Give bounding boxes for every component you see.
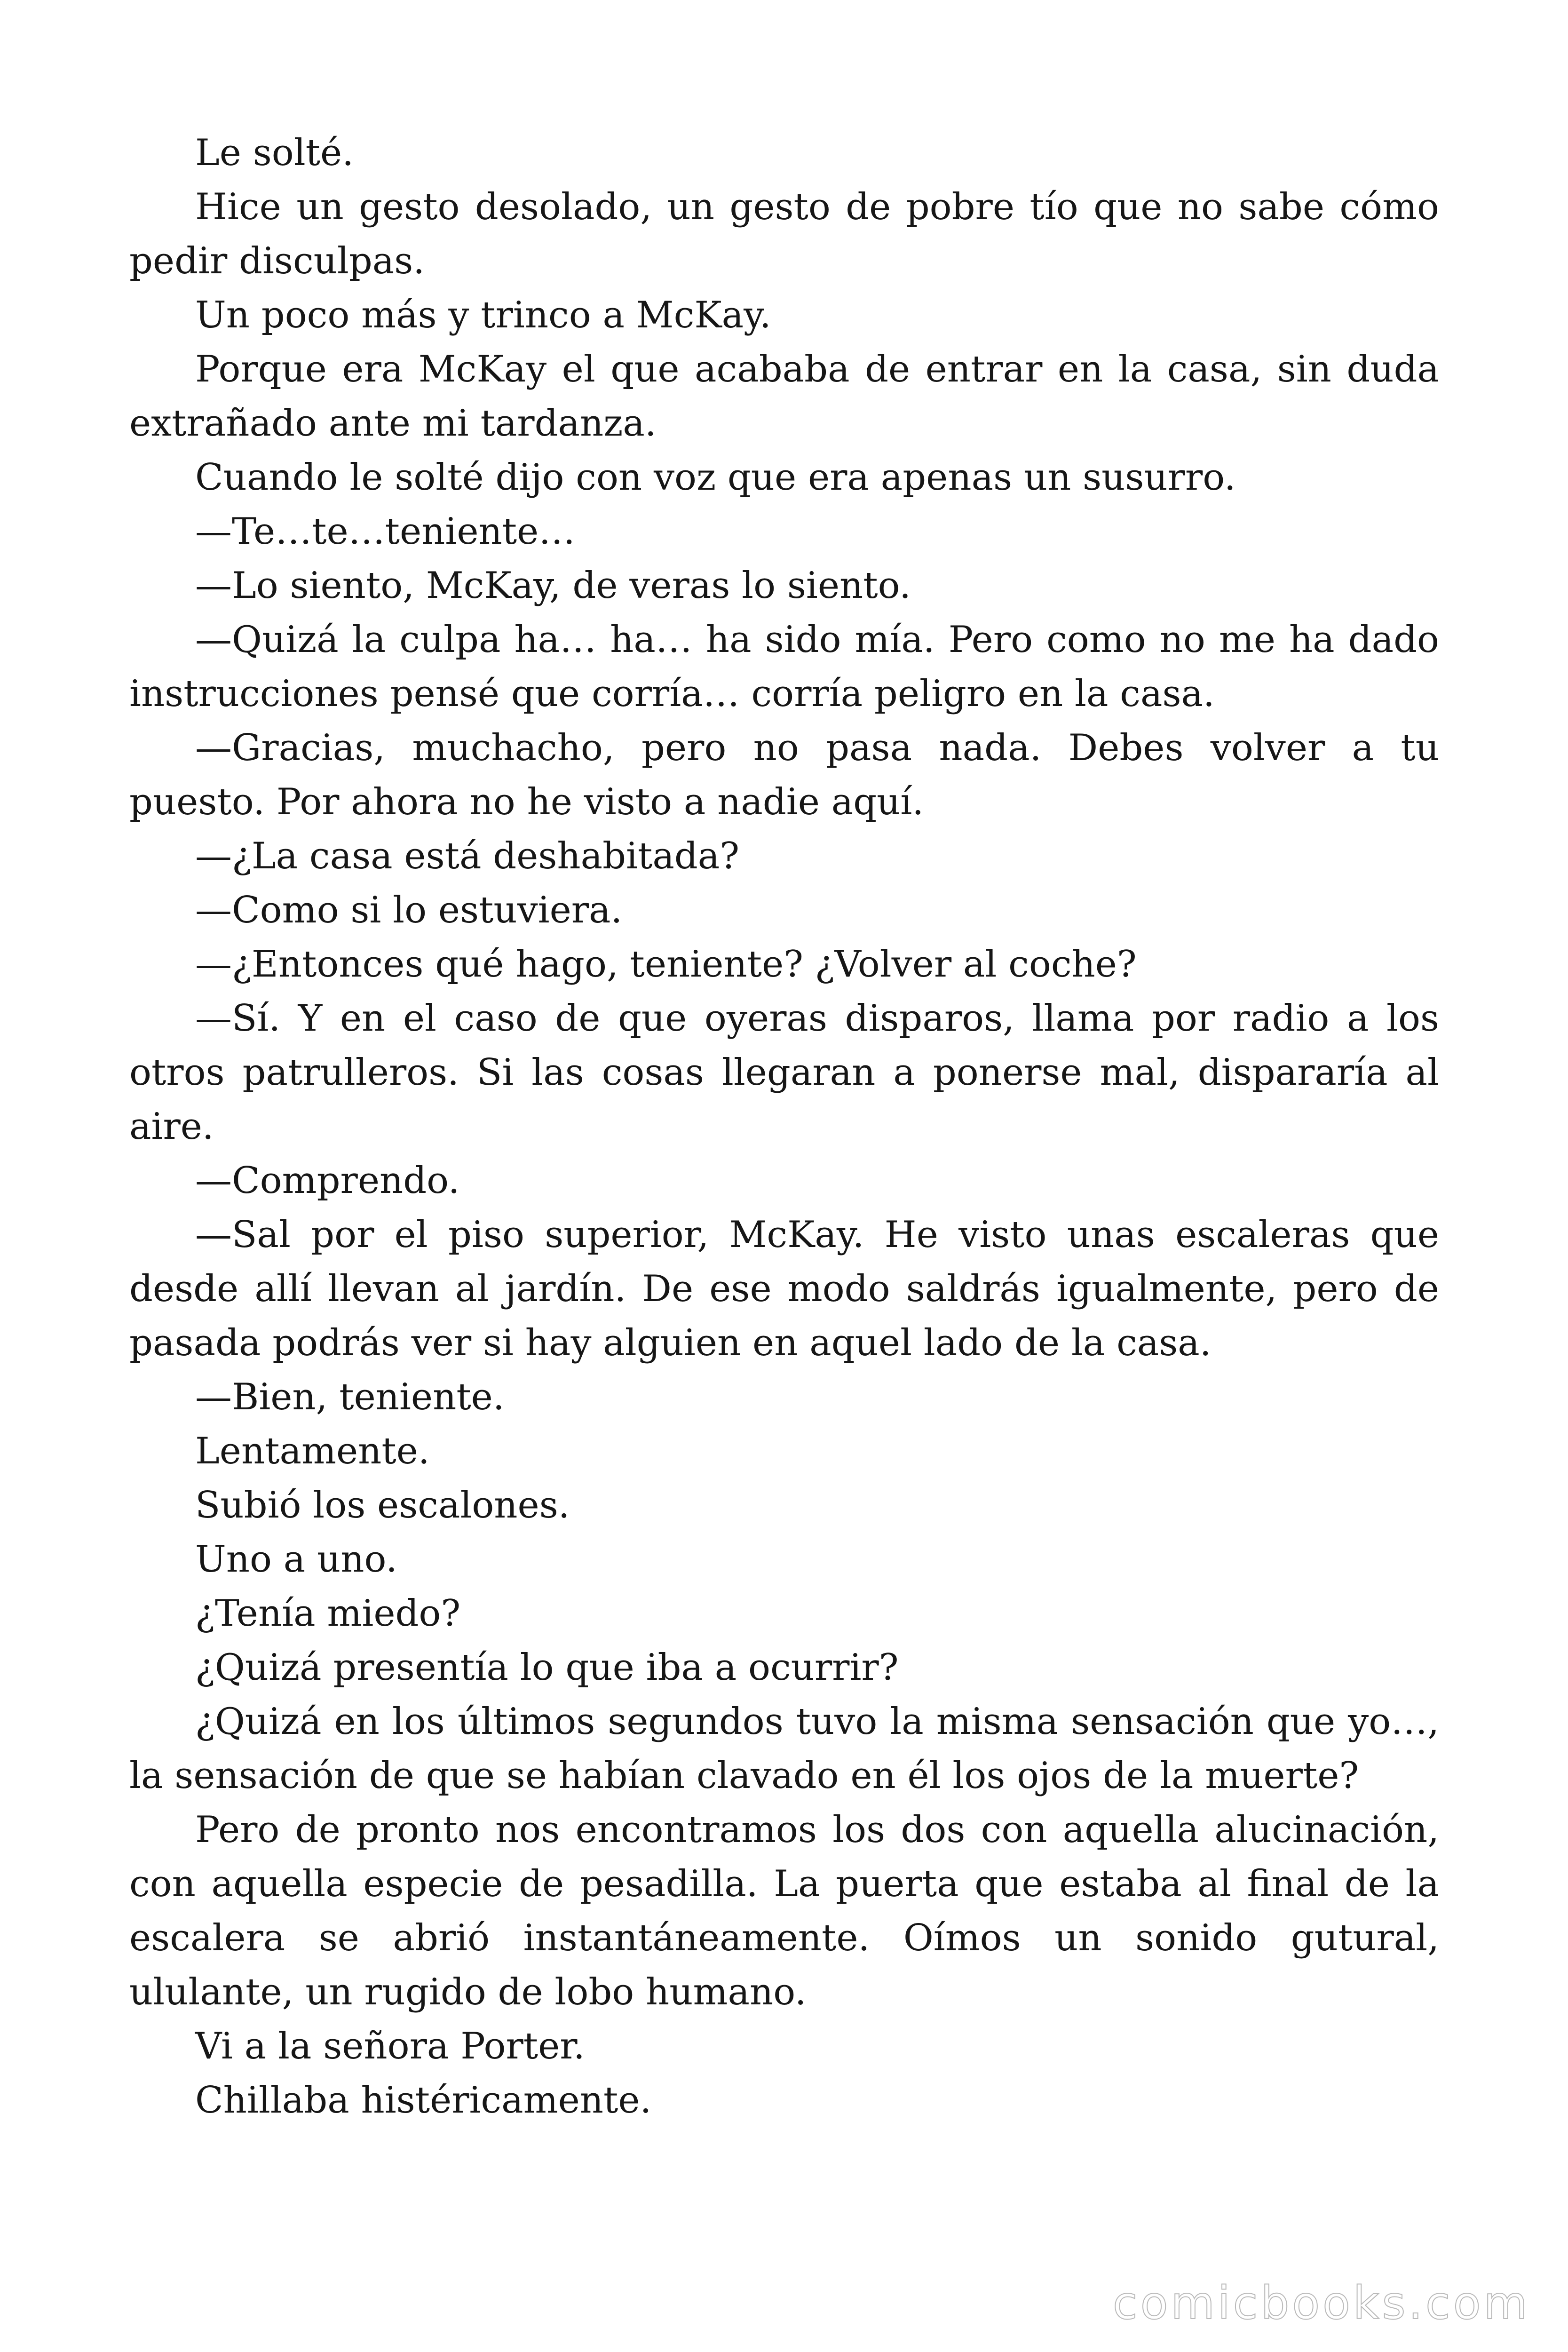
paragraph: ¿Quizá en los últimos segundos tuvo la misma sensación que yo…, la sensación de que se habían clavado en él los ojos de la muerte?	[129, 1700, 1439, 1797]
paragraph: —Sí. Y en el caso de que oyeras disparos, llama por radio a los otros patrulleros. Si las cosas llegaran a ponerse mal, dispararía al aire.	[129, 997, 1439, 1148]
page-body-text	[129, 126, 1439, 2128]
paragraph: Un poco más y trinco a McKay.	[195, 294, 771, 336]
paragraph: —¿Entonces qué hago, teniente? ¿Volver al coche?	[195, 943, 1137, 985]
paragraph: Vi a la señora Porter.	[195, 2025, 585, 2067]
paragraph: Porque era McKay el que acababa de entrar en la casa, sin duda extrañado ante mi tardanza.	[129, 348, 1439, 445]
paragraph: —Te…te…teniente…	[195, 510, 576, 553]
paragraph: Cuando le solté dijo con voz que era apenas un susurro.	[195, 456, 1236, 499]
paragraph: —Quizá la culpa ha… ha… ha sido mía. Pero como no me ha dado instrucciones pensé que corría… corría peligro en la casa.	[129, 619, 1439, 715]
paragraph: Subió los escalones.	[195, 1484, 570, 1526]
paragraph: —Sal por el piso superior, McKay. He visto unas escaleras que desde allí llevan al jardín. De ese modo saldrás igualmente, pero de pasada podrás ver si hay alguien en aquel lado de la casa.	[129, 1214, 1439, 1364]
paragraph: Le solté.	[195, 132, 354, 174]
paragraph: Uno a uno.	[195, 1538, 397, 1581]
paragraph: ¿Tenía miedo?	[195, 1592, 461, 1635]
paragraph: —Como si lo estuviera.	[195, 889, 623, 931]
paragraph: —Lo siento, McKay, de veras lo siento.	[195, 564, 911, 607]
watermark: comicbooks.com	[1112, 2277, 1530, 2329]
paragraph: —¿La casa está deshabitada?	[195, 835, 740, 877]
paragraph: Hice un gesto desolado, un gesto de pobre tío que no sabe cómo pedir disculpas.	[129, 186, 1439, 282]
paragraph: Lentamente.	[195, 1430, 430, 1472]
paragraph: Chillaba histéricamente.	[195, 2079, 652, 2122]
paragraph: —Gracias, muchacho, pero no pasa nada. Debes volver a tu puesto. Por ahora no he visto a nadie aquí.	[129, 727, 1439, 823]
paragraph: ¿Quizá presentía lo que iba a ocurrir?	[195, 1646, 899, 1689]
paragraph: —Bien, teniente.	[195, 1376, 505, 1418]
paragraph: —Comprendo.	[195, 1160, 460, 1202]
paragraph: Pero de pronto nos encontramos los dos con aquella alucinación, con aquella especie de pesadilla. La puerta que estaba al final de la escalera se abrió instantáneamente. Oímos un sonido gutural, ululante, un rugido de lobo humano.	[129, 1809, 1439, 2013]
